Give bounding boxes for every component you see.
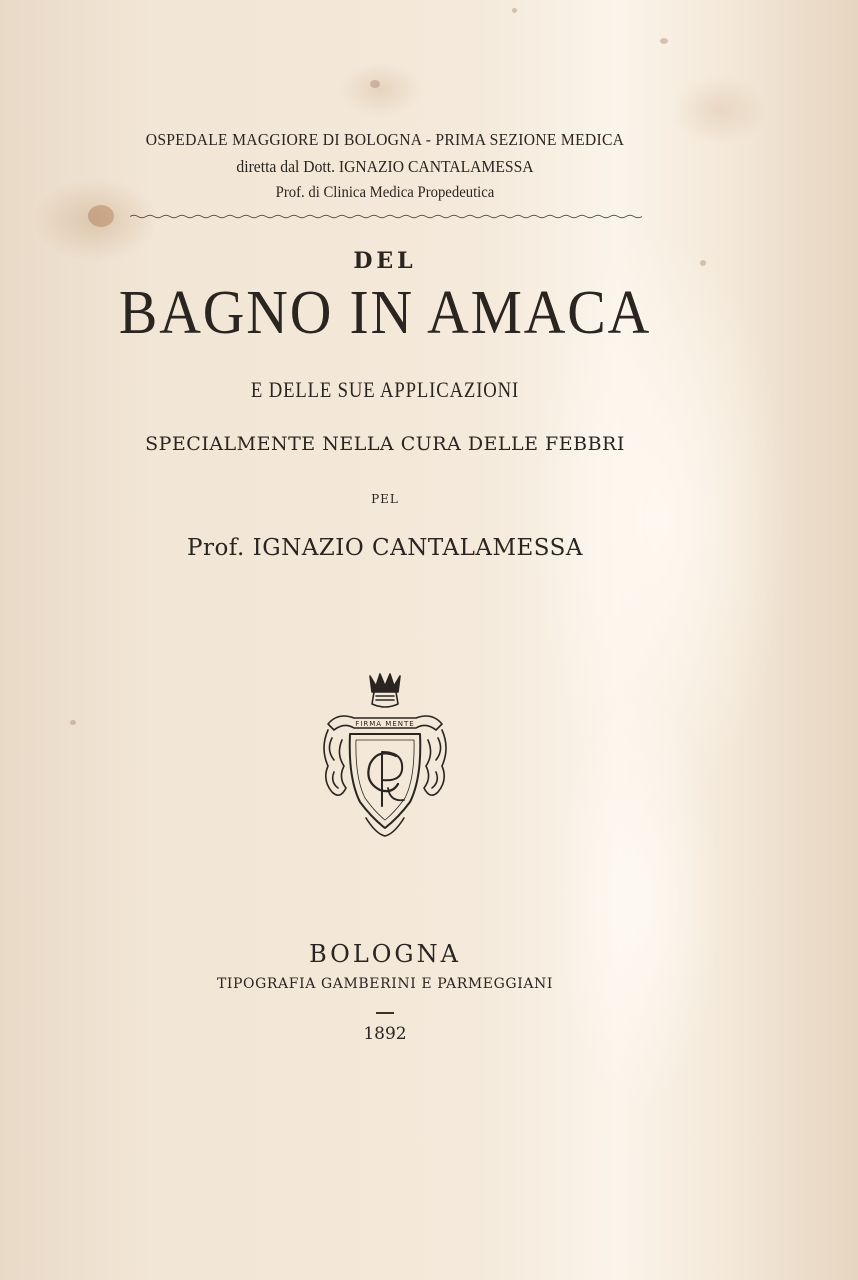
byline-preposition: PEL (371, 492, 399, 506)
ornamental-rule (130, 214, 642, 219)
book-title: BAGNO IN AMACA (118, 279, 652, 347)
subtitle-fevers: SPECIALMENTE NELLA CURA DELLE FEBBRI (145, 433, 625, 455)
svg-text:FIRMA MENTE: FIRMA MENTE (355, 720, 415, 728)
header-chair: Prof. di Clinica Medica Propedeutica (275, 184, 495, 201)
author-name: Prof. IGNAZIO CANTALAMESSA (186, 535, 584, 561)
subtitle-applications: E DELLE SUE APPLICAZIONI (250, 377, 520, 402)
title-article: DEL (353, 248, 417, 274)
header-director: diretta dal Dott. IGNAZIO CANTALAMESSA (236, 157, 534, 176)
imprint-city: BOLOGNA (309, 940, 461, 968)
foxing-spot (370, 80, 380, 88)
foxing-spot (70, 720, 76, 725)
foxing-spot (88, 205, 114, 227)
foxing-spot (660, 38, 668, 44)
header-institution: OSPEDALE MAGGIORE DI BOLOGNA - PRIMA SEZIONE MEDICA (145, 130, 625, 149)
imprint-divider (376, 1012, 394, 1014)
foxing-spot (512, 8, 517, 13)
imprint-printer: TIPOGRAFIA GAMBERINI E PARMEGGIANI (216, 976, 554, 992)
imprint-year: 1892 (363, 1024, 407, 1044)
printer-coat-of-arms-icon (318, 668, 452, 838)
